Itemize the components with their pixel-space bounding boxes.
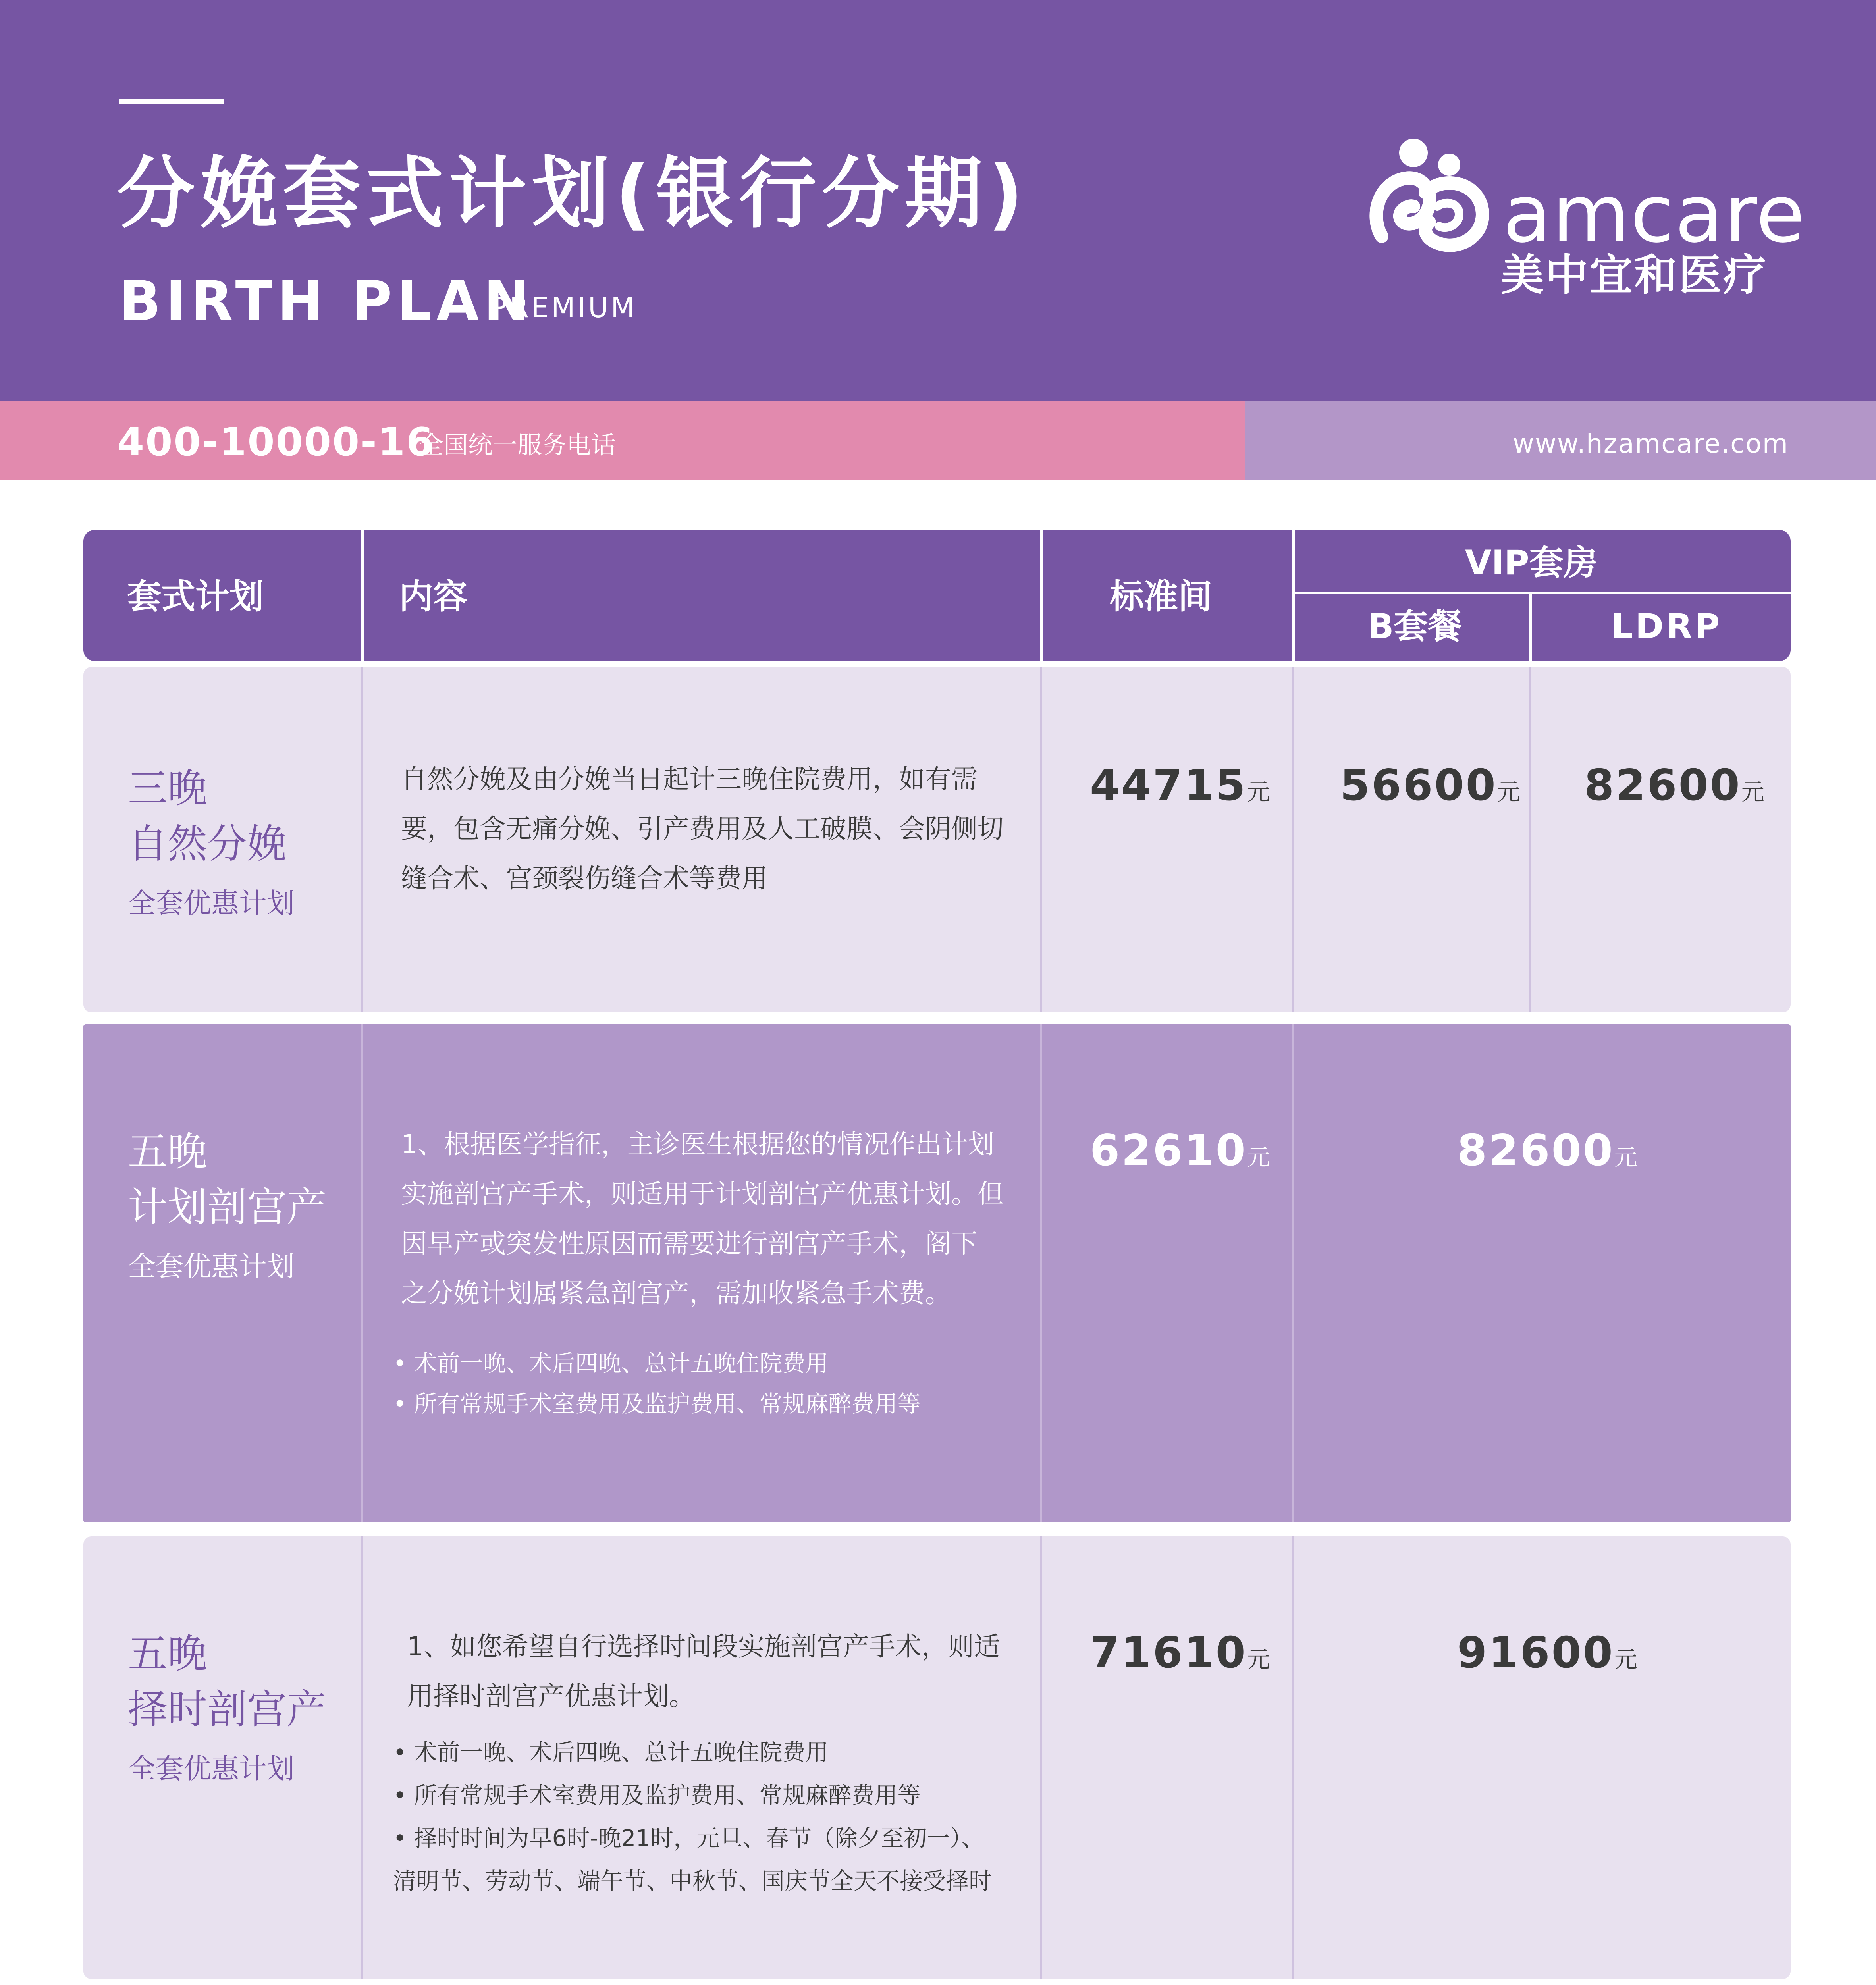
price-unit: 元 (1614, 1144, 1637, 1171)
page-title: 分娩套式计划(银行分期) (117, 148, 1029, 239)
plan-bullet: • 所有常规手术室费用及监护费用、常规麻醉费用等 (393, 1782, 921, 1809)
price-unit: 元 (1247, 779, 1270, 806)
row-divider (1040, 1536, 1042, 1979)
row-divider (361, 667, 363, 1012)
plan-description-line: 用择时剖宫产优惠计划。 (407, 1681, 695, 1711)
col-header-content: 内容 (399, 577, 467, 617)
price-value: 71610 (1090, 1628, 1247, 1678)
price-value: 91600 (1457, 1628, 1614, 1678)
plan-description-line: 自然分娩及由分娩当日起计三晚住院费用，如有需 (401, 764, 978, 794)
price-unit: 元 (1247, 1144, 1270, 1171)
price-unit: 元 (1614, 1646, 1637, 1673)
col-header-plan: 套式计划 (127, 577, 264, 617)
plan-description-line: 实施剖宫产手术，则适用于计划剖宫产优惠计划。但 (401, 1179, 1004, 1209)
amcare-family-logo-icon (1366, 137, 1497, 256)
plan-name-line2: 计划剖宫产 (128, 1184, 326, 1230)
ldrp-price (1584, 761, 1764, 810)
header-divider (361, 530, 364, 661)
plan-description-line: 1、根据医学指征，主诊医生根据您的情况作出计划 (401, 1129, 994, 1160)
plan-bullet: • 所有常规手术室费用及监护费用、常规麻醉费用等 (393, 1390, 921, 1417)
table-row (83, 1536, 1791, 1979)
plan-description-line: 1、如您希望自行选择时间段实施剖宫产手术，则适 (407, 1631, 1000, 1662)
price-value: 82600 (1584, 761, 1741, 810)
plan-description-line: 因早产或突发性原因而需要进行剖宫产手术，阁下 (401, 1228, 978, 1259)
plan-name-line1: 三晚 (128, 765, 207, 811)
header-divider (1292, 592, 1791, 594)
service-phone: 400-10000-16 (117, 420, 435, 465)
standard-price (1090, 1628, 1270, 1678)
plan-bullet: • 术前一晚、术后四晚、总计五晚住院费用 (393, 1350, 829, 1377)
plan-name-line1: 五晚 (128, 1630, 207, 1677)
row-divider (1529, 667, 1531, 1012)
page-subtitle-en: BIRTH PLAN (119, 269, 534, 333)
logo-wordmark: amcare (1503, 168, 1806, 260)
plan-name-line1: 五晚 (128, 1128, 207, 1175)
price-value: 62610 (1090, 1126, 1247, 1176)
price-value: 82600 (1457, 1126, 1614, 1176)
row-divider (361, 1536, 363, 1979)
col-header-b-package: B套餐 (1368, 607, 1462, 646)
price-value: 56600 (1340, 761, 1497, 810)
vip-price (1457, 1628, 1637, 1678)
price-unit: 元 (1741, 779, 1764, 806)
plan-name-line2: 自然分娩 (128, 821, 287, 867)
col-header-ldrp: LDRP (1611, 607, 1722, 646)
b-package-price (1340, 761, 1520, 810)
plan-bullet: • 术前一晚、术后四晚、总计五晚住院费用 (393, 1739, 829, 1766)
standard-price (1090, 1126, 1270, 1176)
price-unit: 元 (1247, 1646, 1270, 1673)
row-divider (1040, 1024, 1042, 1522)
plan-description-line: 缝合术、宫颈裂伤缝合术等费用 (401, 863, 768, 894)
header-divider (1040, 530, 1043, 661)
price-unit: 元 (1497, 779, 1520, 806)
plan-bullet: 清明节、劳动节、端午节、中秋节、国庆节全天不接受择时 (393, 1867, 992, 1894)
col-header-standard: 标准间 (1110, 577, 1212, 617)
plan-name-line2: 择时剖宫产 (128, 1686, 326, 1733)
price-value: 44715 (1090, 761, 1247, 810)
plan-bullet: • 择时时间为早6时-晚21时，元旦、春节（除夕至初一）、 (393, 1825, 985, 1852)
logo-cn-name: 美中宜和医疗 (1501, 251, 1768, 300)
plan-subtitle: 全套优惠计划 (128, 1752, 295, 1785)
header-divider (1292, 530, 1295, 661)
header-divider (1529, 594, 1532, 661)
service-phone-label: 全国统一服务电话 (419, 430, 616, 459)
plan-subtitle: 全套优惠计划 (128, 887, 295, 919)
row-divider (1292, 1536, 1294, 1979)
header-rule (119, 99, 224, 104)
col-header-vip: VIP套房 (1465, 543, 1598, 583)
plan-subtitle: 全套优惠计划 (128, 1250, 295, 1283)
website-link[interactable]: www.hzamcare.com (1513, 428, 1789, 459)
row-divider (1292, 1024, 1294, 1522)
vip-price (1457, 1126, 1637, 1176)
plan-description-line: 要，包含无痛分娩、引产费用及人工破膜、会阴侧切 (401, 813, 1004, 844)
premium-tag: PREMIUM (490, 291, 637, 324)
row-divider (1292, 667, 1294, 1012)
standard-price (1090, 761, 1270, 810)
plan-description-line: 之分娩计划属紧急剖宫产，需加收紧急手术费。 (401, 1278, 951, 1309)
row-divider (361, 1024, 363, 1522)
row-divider (1040, 667, 1042, 1012)
